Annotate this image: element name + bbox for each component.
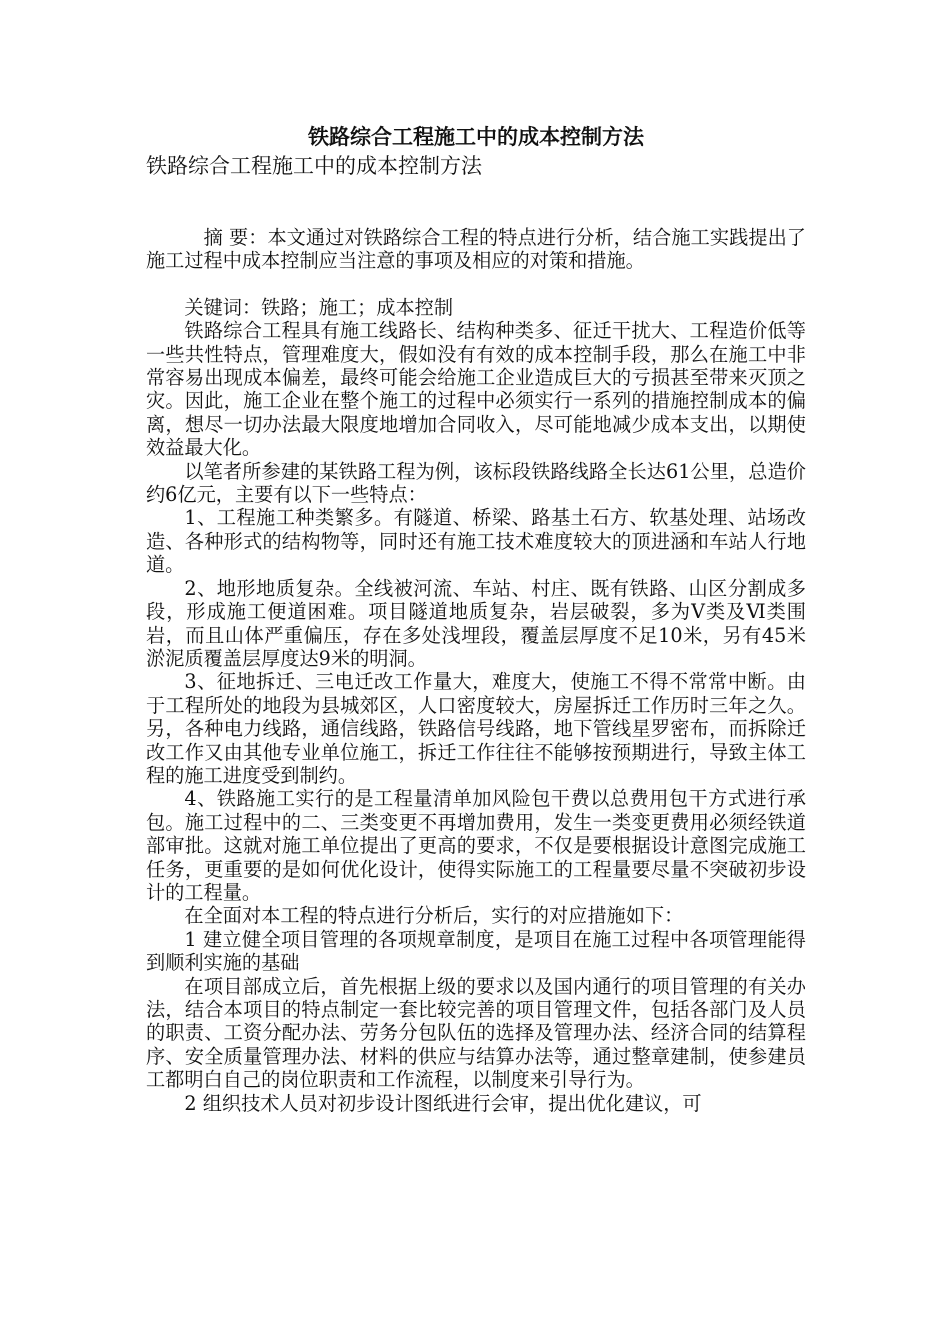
keywords-line: 关键词：铁路；施工；成本控制: [184, 295, 454, 319]
body-paragraph: 2、地形地质复杂。全线被河流、车站、村庄、既有铁路、山区分割成多段，形成施工便道困难。项目隧道地质复杂，岩层破裂，多为Ⅴ类及Ⅵ类围岩，而且山体严重偏压，存在多处浅埋段，覆盖层厚度不足10米，另有45米淤泥质覆盖层厚度达9米的明洞。: [146, 576, 806, 670]
body-paragraph: 在全面对本工程的特点进行分析后，实行的对应措施如下：: [184, 904, 684, 928]
body-paragraph: 铁路综合工程具有施工线路长、结构种类多、征迁干扰大、工程造价低等一些共性特点，管理难度大，假如没有有效的成本控制手段，那么在施工中非常容易出现成本偏差，最终可能会给施工企业造成巨大的亏损甚至带来灭顶之灾。因此，施工企业在整个施工的过程中必须实行一系列的措施控制成本的偏离，想尽一切办法最大限度地增加合同收入，尽可能地减少成本支出，以期使效益最大化。: [146, 319, 806, 460]
body-paragraph: 1、工程施工种类繁多。有隧道、桥梁、路基土石方、软基处理、站场改造、各种形式的结构物等，同时还有施工技术难度较大的顶进涵和车站人行地道。: [146, 506, 806, 577]
body-paragraph: 以笔者所参建的某铁路工程为例，该标段铁路线路全长达61公里，总造价约6亿元，主要有以下一些特点：: [146, 459, 806, 507]
section-heading: 1 建立健全项目管理的各项规章制度，是项目在施工过程中各项管理能得到顺利实施的基础: [146, 927, 806, 975]
document-subtitle: 铁路综合工程施工中的成本控制方法: [146, 154, 482, 178]
body-paragraph: 3、征地拆迁、三电迁改工作量大，难度大，使施工不得不常常中断。由于工程所处的地段为县城郊区，人口密度较大，房屋拆迁工作历时三年之久。另，各种电力线路，通信线路，铁路信号线路，地下管线星罗密布，而拆除迁改工作又由其他专业单位施工，拆迁工作往往不能够按预期进行，导致主体工程的施工进度受到制约。: [146, 670, 806, 787]
abstract-paragraph: 摘 要：本文通过对铁路综合工程的特点进行分析，结合施工实践提出了施工过程中成本控制应当注意的事项及相应的对策和措施。: [146, 226, 806, 273]
document-page: [146, 122, 806, 1115]
document-title: 铁路综合工程施工中的成本控制方法: [308, 124, 644, 149]
body-paragraph: 4、铁路施工实行的是工程量清单加风险包干费以总费用包干方式进行承包。施工过程中的二、三类变更不再增加费用，发生一类变更费用必须经铁道部审批。这就对施工单位提出了更高的要求，不仅是要根据设计意图完成施工任务，更重要的是如何优化设计，使得实际施工的工程量要尽量不突破初步设计的工程量。: [146, 787, 806, 904]
body-paragraph: 在项目部成立后，首先根据上级的要求以及国内通行的项目管理的有关办法，结合本项目的特点制定一套比较完善的项目管理文件，包括各部门及人员的职责、工资分配办法、劳务分包队伍的选择及管理办法、经济合同的结算程序、安全质量管理办法、材料的供应与结算办法等，通过整章建制，使参建员工都明白自己的岗位职责和工作流程，以制度来引导行为。: [146, 974, 806, 1092]
section-heading: 2 组织技术人员对初步设计图纸进行会审，提出优化建议，可: [184, 1091, 702, 1115]
